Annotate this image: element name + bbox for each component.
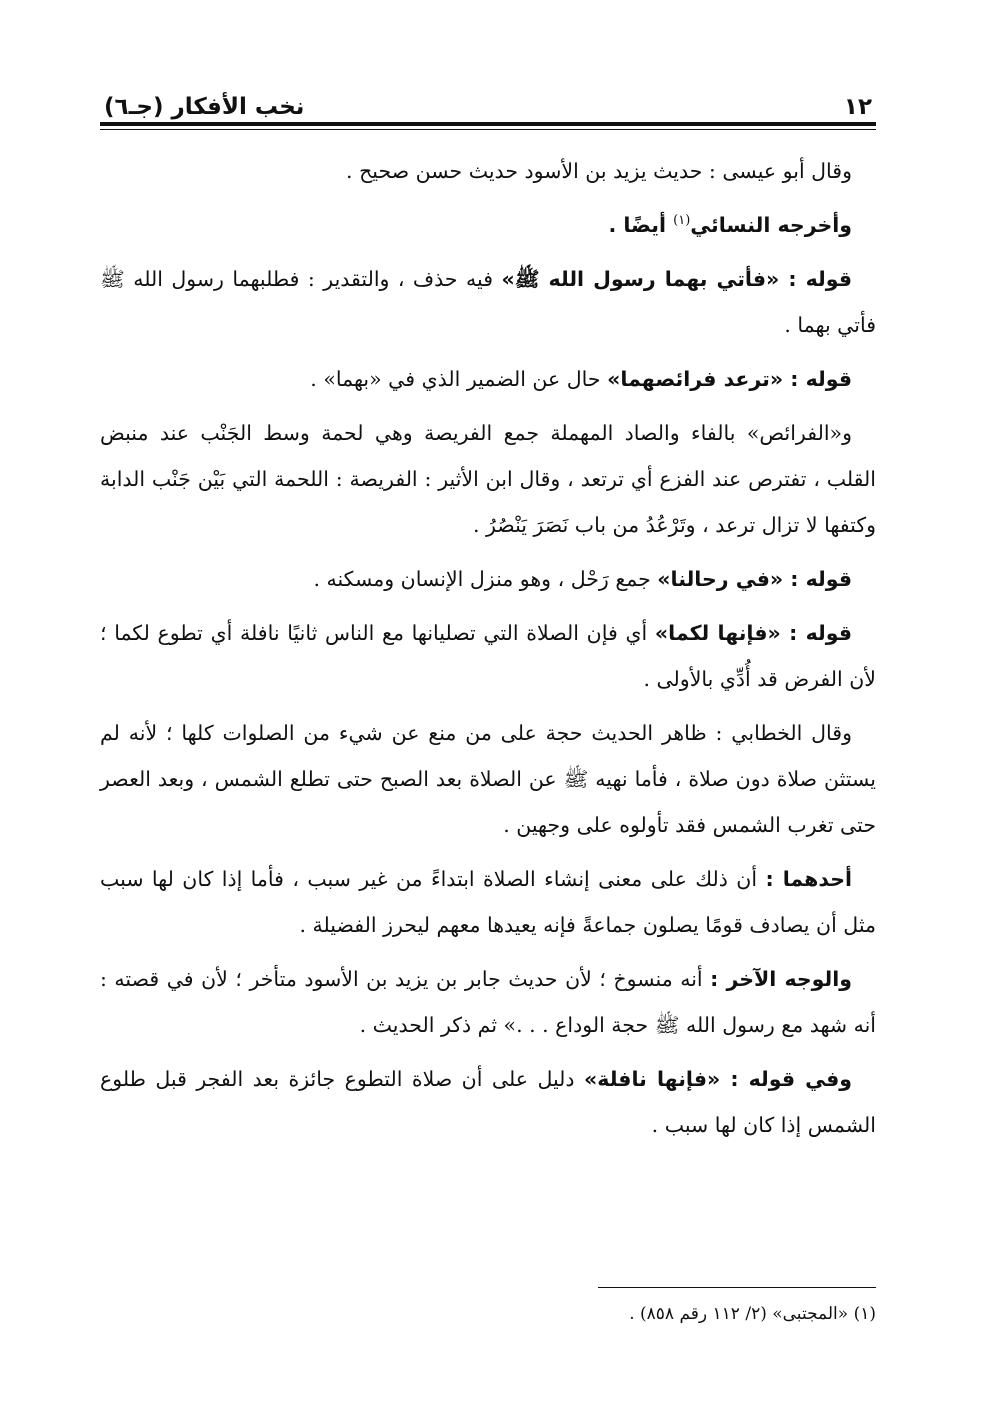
paragraph — [100, 856, 876, 948]
paragraph-text: فيه حذف ، والتقدير : فطلبهما رسول الله ﷺ فأتي بهما . — [100, 267, 876, 337]
paragraph-lead: قوله : «فأتي بهما رسول الله ﷺ» — [501, 267, 853, 291]
paragraph — [100, 956, 876, 1048]
paragraph — [100, 710, 876, 848]
header-rule-thin — [100, 129, 876, 130]
paragraph — [100, 1056, 876, 1148]
paragraph-lead: قوله : «في رحالنا» — [657, 567, 852, 591]
page-number: ١٢ — [843, 94, 872, 120]
footnote-ref[interactable]: (١) — [673, 213, 691, 229]
paragraph — [100, 356, 876, 402]
paragraph-text: و«الفرائص» بالفاء والصاد المهملة جمع الفريصة وهي لحمة وسط الجَنْب عند منبض القلب ، تفترص عند الفزع أي ترتعد ، وقال ابن الأثير : الفريصة : اللحمة التي بَيْن جَنْب الدابة وكتفها لا تزال ترعد ، وتَرْعُدُ من باب نَصَرَ يَنْصُرُ . — [100, 421, 876, 537]
paragraph-text: جمع رَحْل ، وهو منزل الإنسان ومسكنه . — [313, 567, 658, 591]
paragraph — [100, 410, 876, 548]
paragraph-lead-after: أيضًا . — [608, 213, 674, 237]
paragraph — [100, 256, 876, 348]
paragraph — [100, 610, 876, 702]
paragraph-text: أن ذلك على معنى إنشاء الصلاة ابتداءً من غير سبب ، فأما إذا كان لها سبب مثل أن يصادف قومًا يصلون جماعةً فإنه يعيدها معهم ليحرز الفضيلة . — [100, 867, 876, 937]
paragraph-text: وقال الخطابي : ظاهر الحديث حجة على من منع عن شيء من الصلوات كلها ؛ لأنه لم يستثن صلاة دون صلاة ، فأما نهيه ﷺ عن الصلاة بعد الصبح حتى تطلع الشمس ، وبعد العصر حتى تغرب الشمس فقد تأولوه على وجهين . — [100, 721, 876, 837]
running-header — [100, 80, 876, 120]
paragraph — [100, 556, 876, 602]
paragraph-lead: قوله : «فإنها لكما» — [654, 621, 852, 645]
paragraph-lead: وأخرجه النسائي — [690, 213, 852, 237]
paragraph-lead: أحدهما : — [765, 867, 853, 891]
footnote-separator — [598, 1287, 876, 1288]
book-title: نخب الأفكار (جـ٦) — [104, 94, 305, 120]
paragraph — [100, 202, 876, 248]
book-page — [100, 80, 876, 1324]
paragraph — [100, 148, 876, 194]
paragraph-lead: وفي قوله : «فإنها نافلة» — [584, 1067, 852, 1091]
paragraph-text: أي فإن الصلاة التي تصليانها مع الناس ثانيًا نافلة أي تطوع لكما ؛ لأن الفرض قد أُدِّي بالأولى . — [100, 621, 876, 691]
footnote-text: (١) «المجتبى» (٢/ ١١٢ رقم ٨٥٨) . — [629, 1304, 876, 1324]
paragraph-text: وقال أبو عيسى : حديث يزيد بن الأسود حديث حسن صحيح . — [346, 159, 852, 183]
paragraph-lead: قوله : «ترعد فرائصهما» — [607, 367, 852, 391]
paragraph-text: دليل على أن صلاة التطوع جائزة بعد الفجر قبل طلوع الشمس إذا كان لها سبب . — [100, 1067, 876, 1137]
main-text — [100, 148, 876, 1148]
header-rule-thick — [100, 122, 876, 126]
footnote — [629, 1300, 876, 1328]
paragraph-text: أنه منسوخ ؛ لأن حديث جابر بن يزيد بن الأسود متأخر ؛ لأن في قصته : أنه شهد مع رسول الله ﷺ حجة الوداع . . .» ثم ذكر الحديث . — [100, 967, 876, 1037]
paragraph-text: حال عن الضمير الذي في «بهما» . — [310, 367, 608, 391]
paragraph-lead: والوجه الآخر : — [710, 967, 852, 991]
